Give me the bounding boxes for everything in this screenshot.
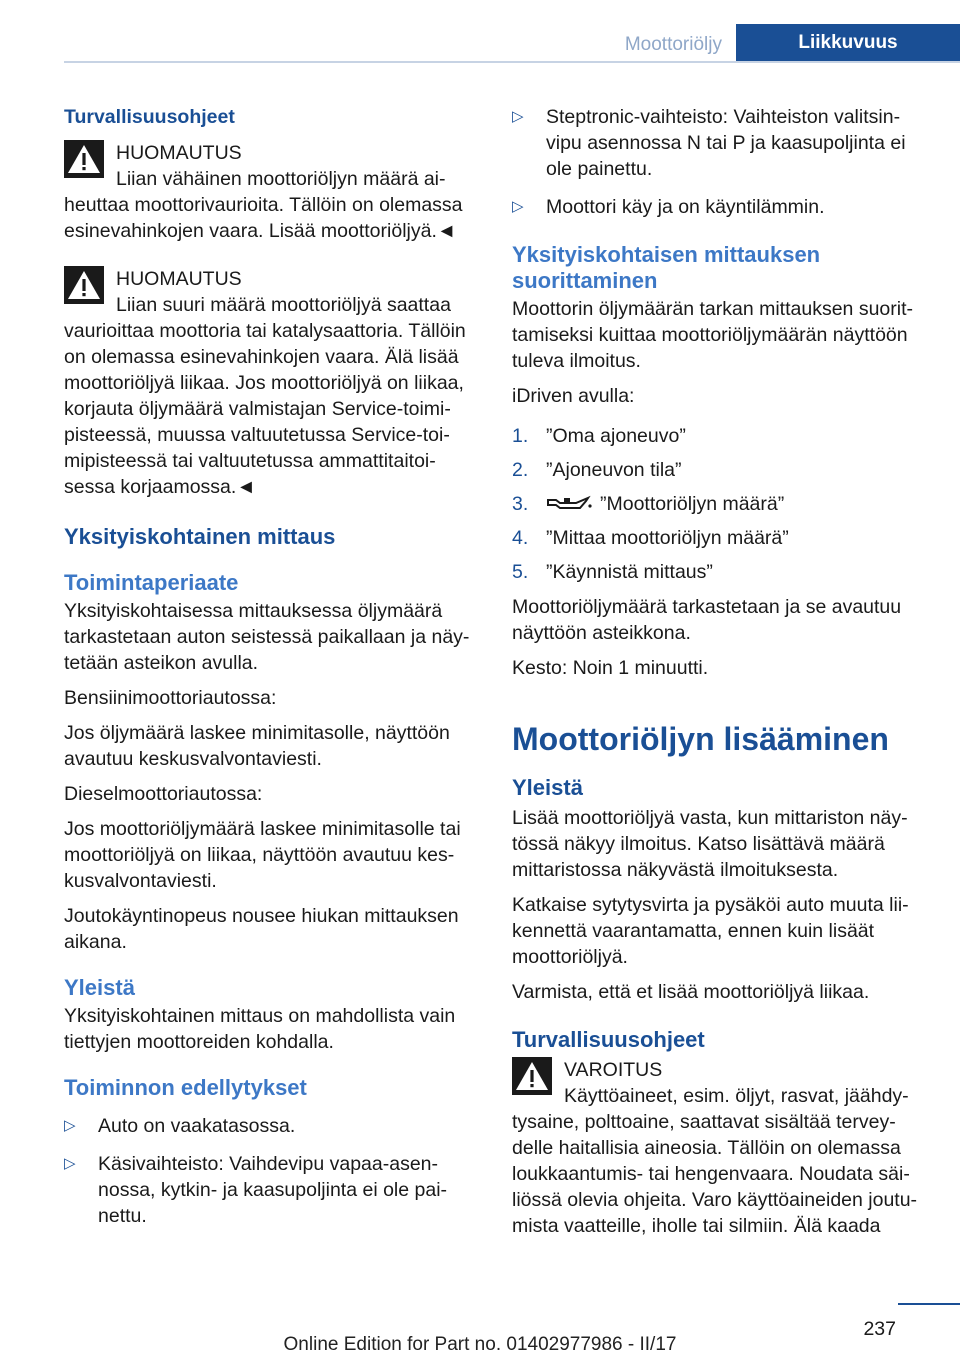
safety-heading: Turvallisuusohjeet (64, 106, 235, 128)
list-item (64, 1113, 480, 1139)
list-item-text: Steptronic-vaihteisto: Vaihteiston valitsin‐vipu asennossa N tai P ja kaasupoljinta ei ole painettu. (546, 106, 906, 180)
step-number: 3. (512, 493, 529, 515)
paragraph: Jos öljymäärä laskee minimitasolle, näyttöön avautuu keskusvalvontaviesti. (64, 722, 450, 770)
conditions-heading: Toiminnon edellytykset (64, 1075, 307, 1100)
steps-list (512, 423, 928, 585)
list-item (512, 423, 928, 449)
edition-footer: Online Edition for Part no. 01402977986 - II/17 (283, 1334, 677, 1355)
warning-block (512, 1057, 928, 1239)
section-title: Moottoriöljy (624, 34, 722, 55)
step-text: ”Käynnistä mittaus” (546, 561, 713, 583)
list-item (512, 104, 928, 182)
paragraph: Yksityiskohtaisessa mittauksessa öljymäärä tarkastetaan auton seistessä paikallaan ja näy‐tetään asteikon avulla. (64, 600, 470, 674)
triangle-bullet-icon: ▷ (512, 108, 524, 125)
execution-heading: Yksityiskohtaisen mittauksen suorittaminen (512, 242, 821, 293)
warning-icon (64, 140, 104, 178)
list-item (512, 194, 928, 220)
paragraph: Lisää moottoriöljyä vasta, kun mittariston näy‐tössä näkyy ilmoitus. Katso lisättävä määrä mittaristossa näkyvästä ilmoituksesta. (512, 807, 908, 881)
list-item (512, 559, 928, 585)
paragraph: Moottoriöljymäärä tarkastetaan ja se avautuu näyttöön asteikkona. (512, 596, 902, 644)
step-number: 5. (512, 561, 529, 583)
step-number: 1. (512, 425, 529, 447)
list-item (512, 525, 928, 551)
principle-heading: Toimintaperiaate (64, 570, 239, 595)
oil-can-icon (546, 494, 592, 512)
paragraph: Joutokäyntinopeus nousee hiukan mittauksen aikana. (64, 905, 459, 953)
paragraph: Jos moottoriöljymäärä laskee minimitasolle tai moottoriöljyä on liikaa, näyttöön avautuu kes‐kusvalvontaviesti. (64, 818, 461, 892)
warning-title: HUOMAUTUS (116, 268, 242, 290)
page-header (0, 0, 960, 62)
step-text: ”Moottoriöljyn määrä” (600, 493, 785, 515)
adding-general-heading: Yleistä (512, 775, 583, 800)
step-text: ”Oma ajoneuvo” (546, 425, 686, 447)
step-text: ”Mittaa moottoriöljyn määrä” (546, 527, 789, 549)
page-number: 237 (863, 1318, 896, 1340)
list-item-text: Moottori käy ja on käyntilämmin. (546, 196, 825, 218)
left-column (64, 104, 480, 1241)
paragraph: Yksityiskohtainen mittaus on mahdollista vain tiettyjen moottoreiden kohdalla. (64, 1005, 456, 1053)
list-item (512, 457, 928, 483)
right-column (512, 104, 928, 1253)
chapter-tab[interactable]: Liikkuvuus (736, 24, 960, 62)
header-rule (64, 61, 960, 63)
triangle-bullet-icon: ▷ (64, 1155, 76, 1172)
paragraph: Dieselmoottoriautossa: (64, 783, 263, 805)
list-item (512, 491, 928, 517)
triangle-bullet-icon: ▷ (512, 198, 524, 215)
general-heading: Yleistä (64, 975, 135, 1000)
conditions-list-continued (512, 104, 928, 220)
warning-text: Käyttöaineet, esim. öljyt, rasvat, jäähdy‐tysaine, polttoaine, saattavat sisältää tervey‐delle haitallisia aineosia. Tällöin on olemassa loukkaantumis- tai hengenvaara. Noudata säi‐liössä olevia ohjeita. Varo käyttöaineiden joutu‐mista vaatteille, iholle tai silmiin. Älä kaada (512, 1085, 918, 1237)
paragraph: iDriven avulla: (512, 385, 635, 407)
adding-heading: Moottoriöljyn lisääminen (512, 721, 889, 757)
measure-heading: Yksityiskohtainen mittaus (64, 524, 336, 549)
warning-block (64, 140, 480, 244)
list-item-text: Auto on vaakatasossa. (98, 1115, 296, 1137)
paragraph: Kesto: Noin 1 minuutti. (512, 657, 709, 679)
list-item-text: Käsivaihteisto: Vaihdevipu vapaa-asen‐nossa, kytkin- ja kaasupoljinta ei ole pai‐nettu. (98, 1153, 448, 1227)
warning-block (64, 266, 480, 500)
paragraph: Varmista, että et lisää moottoriöljyä liikaa. (512, 981, 870, 1003)
paragraph: Bensiinimoottoriautossa: (64, 687, 277, 709)
step-number: 2. (512, 459, 529, 481)
step-text: ”Ajoneuvon tila” (546, 459, 682, 481)
paragraph: Katkaise sytytysvirta ja pysäköi auto muuta lii‐kennettä vaarantamatta, ennen kuin lisäät moottoriöljyä. (512, 894, 909, 968)
warning-title: VAROITUS (564, 1059, 663, 1081)
warning-icon (512, 1057, 552, 1095)
warning-title: HUOMAUTUS (116, 142, 242, 164)
safety-heading: Turvallisuusohjeet (512, 1027, 705, 1052)
triangle-bullet-icon: ▷ (64, 1117, 76, 1134)
conditions-list (64, 1113, 480, 1229)
list-item (64, 1151, 480, 1229)
warning-icon (64, 266, 104, 304)
warning-text: Liian vähäinen moottoriöljyn määrä ai‐heuttaa moottorivaurioita. Tällöin on olemassa esinevahinkojen vaara. Lisää moottoriöljyä.◄ (64, 168, 463, 242)
footer-rule (898, 1303, 960, 1305)
warning-text: Liian suuri määrä moottoriöljyä saattaa vaurioittaa moottoria tai katalysaattoria. Tällöin on olemassa esinevahinkojen vaara. Älä lisää moottoriöljyä liikaa. Jos moottoriöljyä on liikaa, korjauta öljymäärä valmistajan Service-toimi‐pisteessä, muussa valtuutetussa Service-toi‐mipisteessä tai valtuutetussa ammattitaitoi‐sessa korjaamossa.◄ (64, 294, 466, 498)
step-number: 4. (512, 527, 529, 549)
paragraph: Moottorin öljymäärän tarkan mittauksen suorit‐tamiseksi kuittaa moottoriöljymäärän näyttöön tuleva ilmoitus. (512, 298, 913, 372)
